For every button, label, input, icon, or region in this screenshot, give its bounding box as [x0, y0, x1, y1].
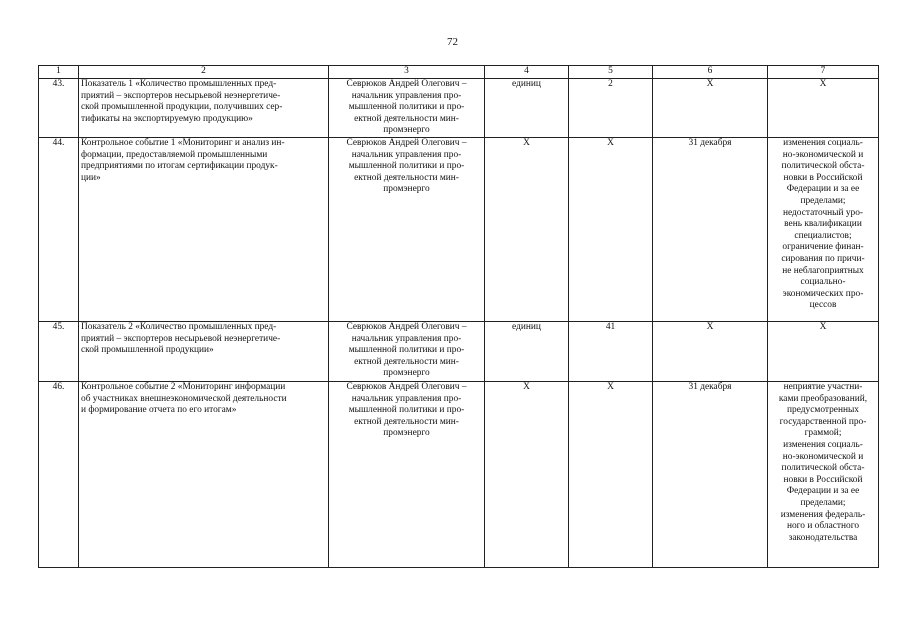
plan-table — [38, 65, 879, 568]
column-number: 6 — [653, 66, 768, 79]
target-value: 41 — [569, 321, 653, 381]
column-number-row — [39, 66, 879, 79]
row-number: 44. — [39, 137, 79, 321]
column-number: 1 — [39, 66, 79, 79]
deadline-date: Х — [653, 321, 768, 381]
row-number: 46. — [39, 381, 79, 567]
deadline-date: Х — [653, 79, 768, 138]
responsible-person: Севрюков Андрей Олегович – начальник управления про- мышленной политики и про- ектной деятельности мин- промэнерго — [329, 381, 485, 567]
column-number: 4 — [485, 66, 569, 79]
unit-of-measure: Х — [485, 381, 569, 567]
item-name: Контрольное событие 2 «Мониторинг информации об участниках внешнеэкономической деятельности и формирование отчета по его итогам» — [79, 381, 329, 567]
row-number: 43. — [39, 79, 79, 138]
column-number: 5 — [569, 66, 653, 79]
unit-of-measure: единиц — [485, 79, 569, 138]
table-row — [39, 79, 879, 138]
target-value: 2 — [569, 79, 653, 138]
target-value: Х — [569, 381, 653, 567]
risks: неприятие участни- ками преобразований, предусмотренных государственной про- граммой; изменения социаль- но-экономической и политической обста- новки в Российской Федерации и за ее пределами; изменения федераль- ного и областного законодательства — [768, 381, 879, 567]
deadline-date: 31 декабря — [653, 381, 768, 567]
risks: изменения социаль- но-экономической и политической обста- новки в Российской Федерации и за ее пределами; недостаточный уро- вень квалификации специалистов; ограничение финан- сирования по причи- не неблагоприятных социально- экономических про- цессов — [768, 137, 879, 321]
table-row — [39, 137, 879, 321]
item-name: Контрольное событие 1 «Мониторинг и анализ ин- формации, предоставляемой промышленными предприятиями по итогам сертификации продук- ции» — [79, 137, 329, 321]
unit-of-measure: Х — [485, 137, 569, 321]
table-row — [39, 381, 879, 567]
row-number: 45. — [39, 321, 79, 381]
risks: Х — [768, 79, 879, 138]
column-number: 2 — [79, 66, 329, 79]
risks: Х — [768, 321, 879, 381]
responsible-person: Севрюков Андрей Олегович – начальник управления про- мышленной политики и про- ектной деятельности мин- промэнерго — [329, 137, 485, 321]
deadline-date: 31 декабря — [653, 137, 768, 321]
table-row — [39, 321, 879, 381]
item-name: Показатель 2 «Количество промышленных пред- приятий – экспортеров несырьевой неэнергетиче- ской промышленной продукции» — [79, 321, 329, 381]
item-name: Показатель 1 «Количество промышленных пред- приятий – экспортеров несырьевой неэнергетиче- ской промышленной продукции, получивших сер- тификаты на экспортируемую продукцию» — [79, 79, 329, 138]
unit-of-measure: единиц — [485, 321, 569, 381]
responsible-person: Севрюков Андрей Олегович – начальник управления про- мышленной политики и про- ектной деятельности мин- промэнерго — [329, 79, 485, 138]
column-number: 3 — [329, 66, 485, 79]
target-value: Х — [569, 137, 653, 321]
responsible-person: Севрюков Андрей Олегович – начальник управления про- мышленной политики и про- ектной деятельности мин- промэнерго — [329, 321, 485, 381]
page-number: 72 — [447, 36, 458, 48]
column-number: 7 — [768, 66, 879, 79]
